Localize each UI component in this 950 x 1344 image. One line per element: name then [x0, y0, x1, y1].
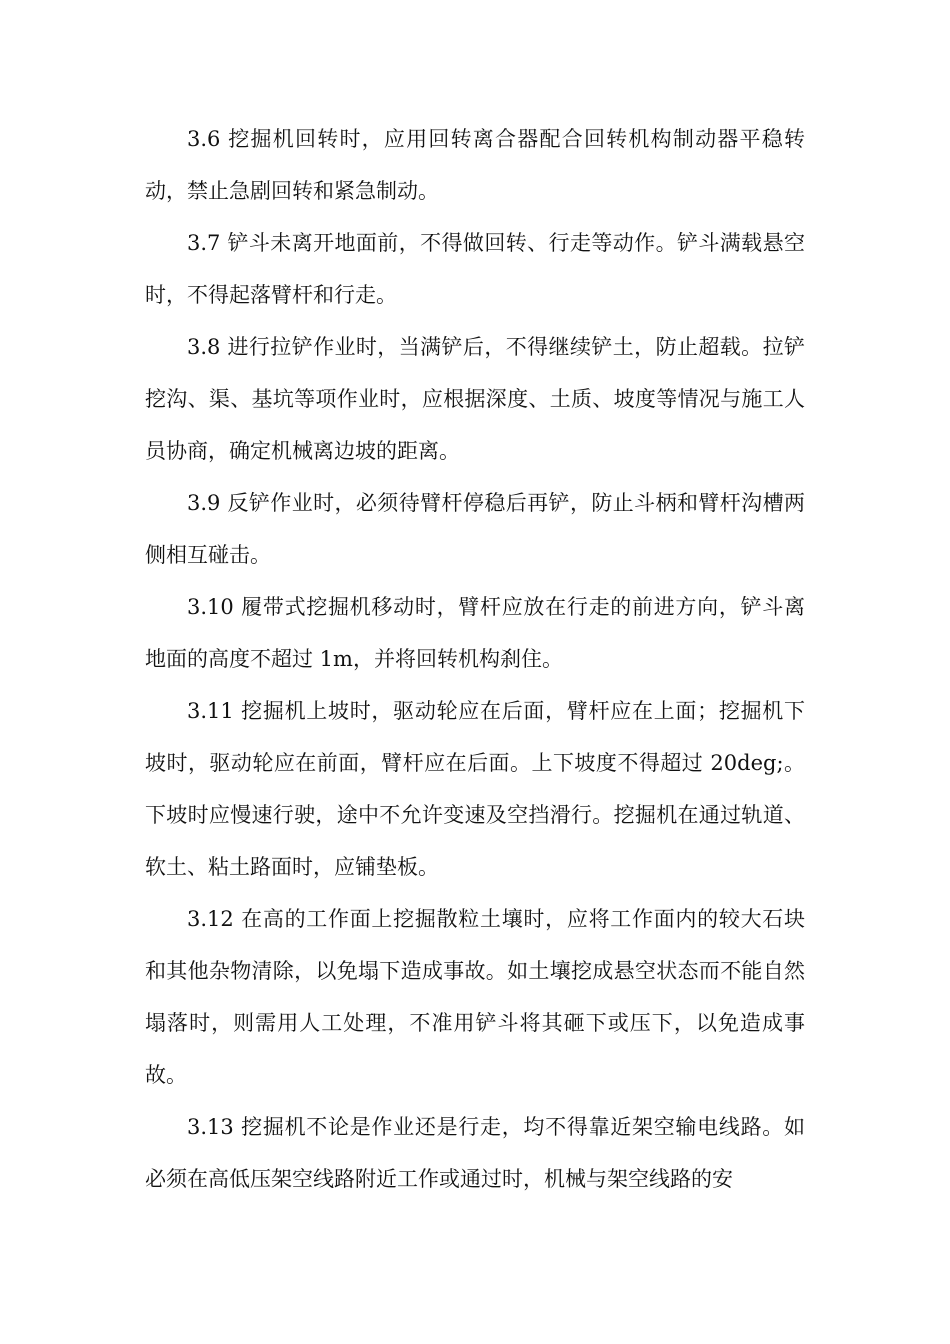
paragraph-3-10: 3.10 履带式挖掘机移动时，臂杆应放在行走的前进方向，铲斗离地面的高度不超过 1m，并将回转机构刹住。 — [145, 595, 805, 671]
paragraph-3-8: 3.8 进行拉铲作业时，当满铲后，不得继续铲土，防止超载。拉铲挖沟、渠、基坑等项作业时，应根据深度、土质、坡度等情况与施工人员协商，确定机械离边坡的距离。 — [145, 335, 805, 463]
document-body — [145, 113, 805, 1205]
paragraph-3-13: 3.13 挖掘机不论是作业还是行走，均不得靠近架空输电线路。如必须在高低压架空线路附近工作或通过时，机械与架空线路的安 — [145, 1115, 805, 1191]
paragraph-3-6: 3.6 挖掘机回转时，应用回转离合器配合回转机构制动器平稳转动，禁止急剧回转和紧急制动。 — [145, 127, 805, 203]
paragraph-3-11: 3.11 挖掘机上坡时，驱动轮应在后面，臂杆应在上面；挖掘机下坡时，驱动轮应在前面，臂杆应在后面。上下坡度不得超过 20deg;。下坡时应慢速行驶，途中不允许变速及空挡滑行。挖掘机在通过轨道、软土、粘土路面时，应铺垫板。 — [145, 699, 805, 879]
paragraph-3-7: 3.7 铲斗未离开地面前，不得做回转、行走等动作。铲斗满载悬空时，不得起落臂杆和行走。 — [145, 231, 805, 307]
paragraph-3-12: 3.12 在高的工作面上挖掘散粒土壤时，应将工作面内的较大石块和其他杂物清除，以免塌下造成事故。如土壤挖成悬空状态而不能自然塌落时，则需用人工处理，不准用铲斗将其砸下或压下，以免造成事故。 — [145, 907, 805, 1087]
paragraph-3-9: 3.9 反铲作业时，必须待臂杆停稳后再铲，防止斗柄和臂杆沟槽两侧相互碰击。 — [145, 491, 805, 567]
